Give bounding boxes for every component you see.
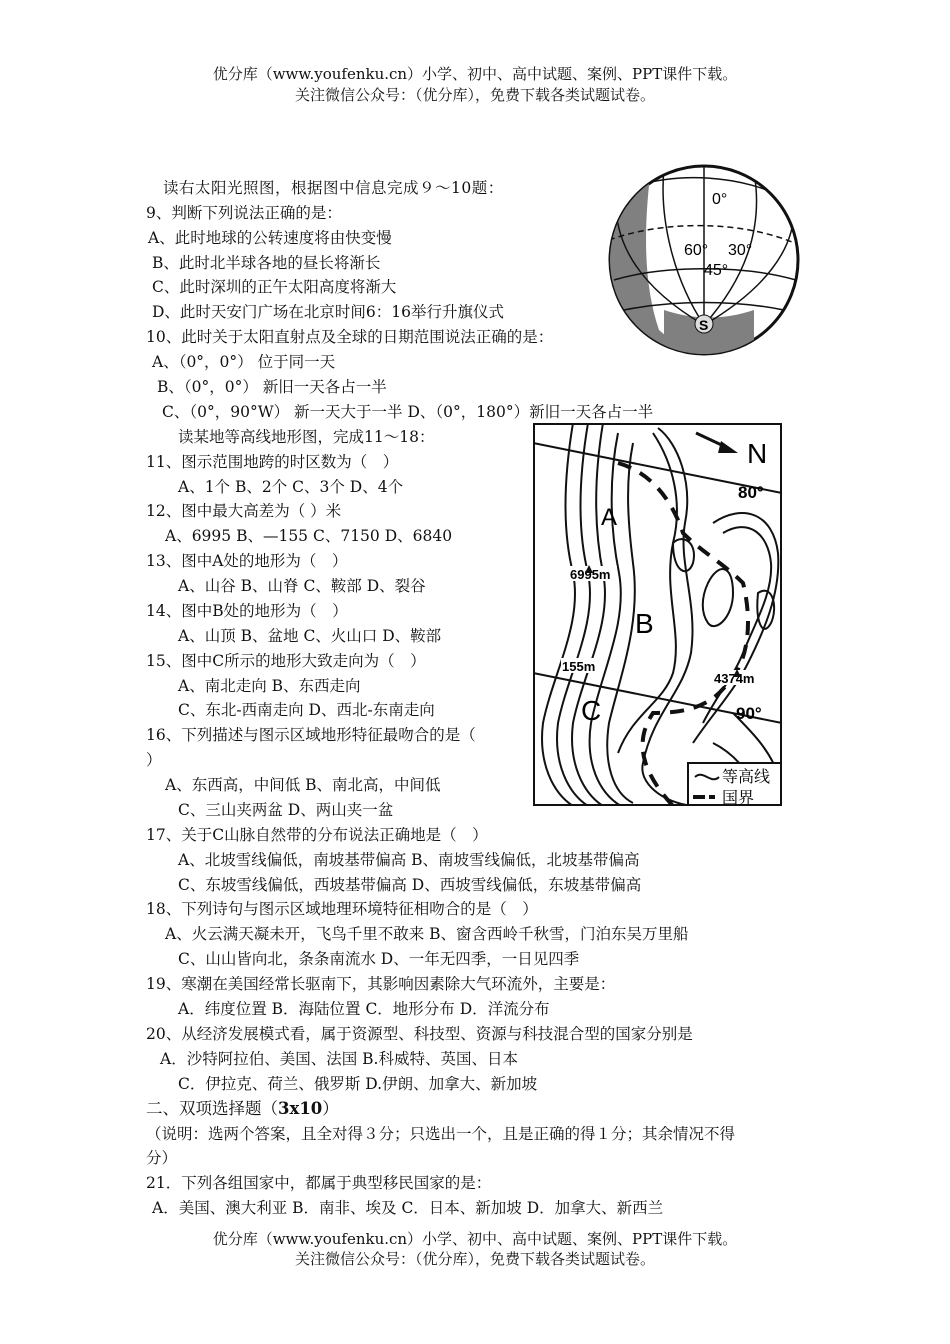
globe-label-0: 0° [712,191,728,208]
q17-options-cd: C、东坡雪线偏低，西坡基带偏高 D、西坡雪线偏低，东坡基带偏高 [178,876,642,894]
q18: 18、下列诗句与图示区域地理环境特征相吻合的是（ ） [146,900,538,918]
sun-illumination-globe [604,160,804,360]
map-label-c: C [581,695,602,726]
section-2-note: （说明：选两个答案，且全对得３分；只选出一个，且是正确的得１分；其余情况不得 [146,1125,736,1143]
q12: 12、图中最大高差为（ ）米 [146,502,342,520]
map-label-b: B [635,608,654,639]
q14-options: A、山顶 B、盆地 C、火山口 D、鞍部 [178,627,442,645]
legend-border: 国界 [722,790,755,806]
map-lat-90: 90° [736,704,762,723]
q15-options-cd: C、东北-西南走向 D、西北-东南走向 [178,701,435,719]
q9-a: A、此时地球的公转速度将由快变慢 [148,229,392,247]
q21-options: A．美国、澳大利亚 B．南非、埃及 C．日本、新加坡 D．加拿大、新西兰 [152,1199,664,1217]
q16: 16、下列描述与图示区域地形特征最吻合的是（ [146,726,476,744]
q11: 11、图示范围地跨的时区数为（ ） [146,453,399,471]
legend-contour: 等高线 [722,769,771,786]
q10-b: B、（0°，0°） 新旧一天各占一半 [157,378,387,396]
q19: 19、寒潮在美国经常长驱南下，其影响因素除大气环流外，主要是： [146,975,616,993]
map-elev-6995: 6995m [570,567,611,582]
globe-label-45: 45° [704,262,729,279]
q19-options: A．纬度位置 B．海陆位置 C．地形分布 D．洋流分布 [178,1000,550,1018]
section-2-note-cont: 分） [146,1149,178,1167]
intro-9-10: 读右太阳光照图，根据图中信息完成９～10题： [163,179,504,197]
q18-options-cd: C、山山皆向北，条条南流水 D、一年无四季，一日见四季 [178,950,580,968]
footer-line-1: 优分库（www.youfenku.cn）小学、初中、高中试题、案例、PPT课件下载。 [212,1230,738,1248]
q17: 17、关于C山脉自然带的分布说法正确地是（ ） [146,826,488,844]
map-lat-80: 80° [738,483,764,502]
map-elev-4374: 4374m [714,671,755,686]
q15-options-ab: A、南北走向 B、东西走向 [178,677,361,695]
globe-label-30: 30° [728,242,753,259]
q11-options: A、1个 B、2个 C、3个 D、4个 [178,478,404,496]
q18-options-ab: A、火云满天凝未开，飞鸟千里不敢来 B、窗含西岭千秋雪，门泊东吴万里船 [165,925,689,943]
contour-map [533,423,782,806]
map-label-a: A [601,504,618,531]
section-2-title: 二、双项选择题（3x10） [146,1099,339,1118]
q13: 13、图中A处的地形为（ ） [146,552,348,570]
q10: 10、此时关于太阳直射点及全球的日期范围说法正确的是： [146,328,554,346]
q15: 15、图中C所示的地形大致走向为（ ） [146,652,426,670]
intro-11-18: 读某地等高线地形图，完成11～18： [178,428,435,446]
q16-options-ab: A、东西高，中间低 B、南北高，中间低 [165,776,441,794]
q9-d: D、此时天安门广场在北京时间6：16举行升旗仪式 [152,303,505,321]
q9-b: B、此时北半球各地的昼长将渐长 [152,254,381,272]
globe-label-60: 60° [684,242,709,259]
header-line-1: 优分库（www.youfenku.cn）小学、初中、高中试题、案例、PPT课件下载。 [212,65,738,83]
q14: 14、图中B处的地形为（ ） [146,602,348,620]
q13-options: A、山谷 B、山脊 C、鞍部 D、裂谷 [178,577,426,595]
q12-options: A、6995 B、—155 C、7150 D、6840 [165,527,453,545]
globe-label-s: S [699,317,709,333]
map-elev-155: 155m [562,659,596,674]
q16-cont: ） [146,751,162,769]
q9-c: C、此时深圳的正午太阳高度将渐大 [152,278,397,296]
header-line-2: 关注微信公众号：（优分库），免费下载各类试题试卷。 [294,86,655,104]
q17-options-ab: A、北坡雪线偏低，南坡基带偏高 B、南坡雪线偏低，北坡基带偏高 [178,851,640,869]
q20-options-cd: C．伊拉克、荷兰、俄罗斯 D.伊朗、加拿大、新加坡 [178,1075,538,1093]
q16-options-cd: C、三山夹两盆 D、两山夹一盆 [178,801,394,819]
map-north: N [747,438,768,469]
q20-options-ab: A．沙特阿拉伯、美国、法国 B.科威特、英国、日本 [160,1050,518,1068]
q10-cd: C、（0°，90°W） 新一天大于一半 D、（0°，180°）新旧一天各占一半 [162,403,654,421]
q10-a: A、（0°，0°） 位于同一天 [152,353,336,371]
q20: 20、从经济发展模式看，属于资源型、科技型、资源与科技混合型的国家分别是 [146,1025,693,1043]
q21: 21．下列各组国家中，都属于典型移民国家的是： [146,1174,492,1192]
q9: 9、判断下列说法正确的是： [146,204,342,222]
footer-line-2: 关注微信公众号：（优分库），免费下载各类试题试卷。 [294,1250,655,1268]
